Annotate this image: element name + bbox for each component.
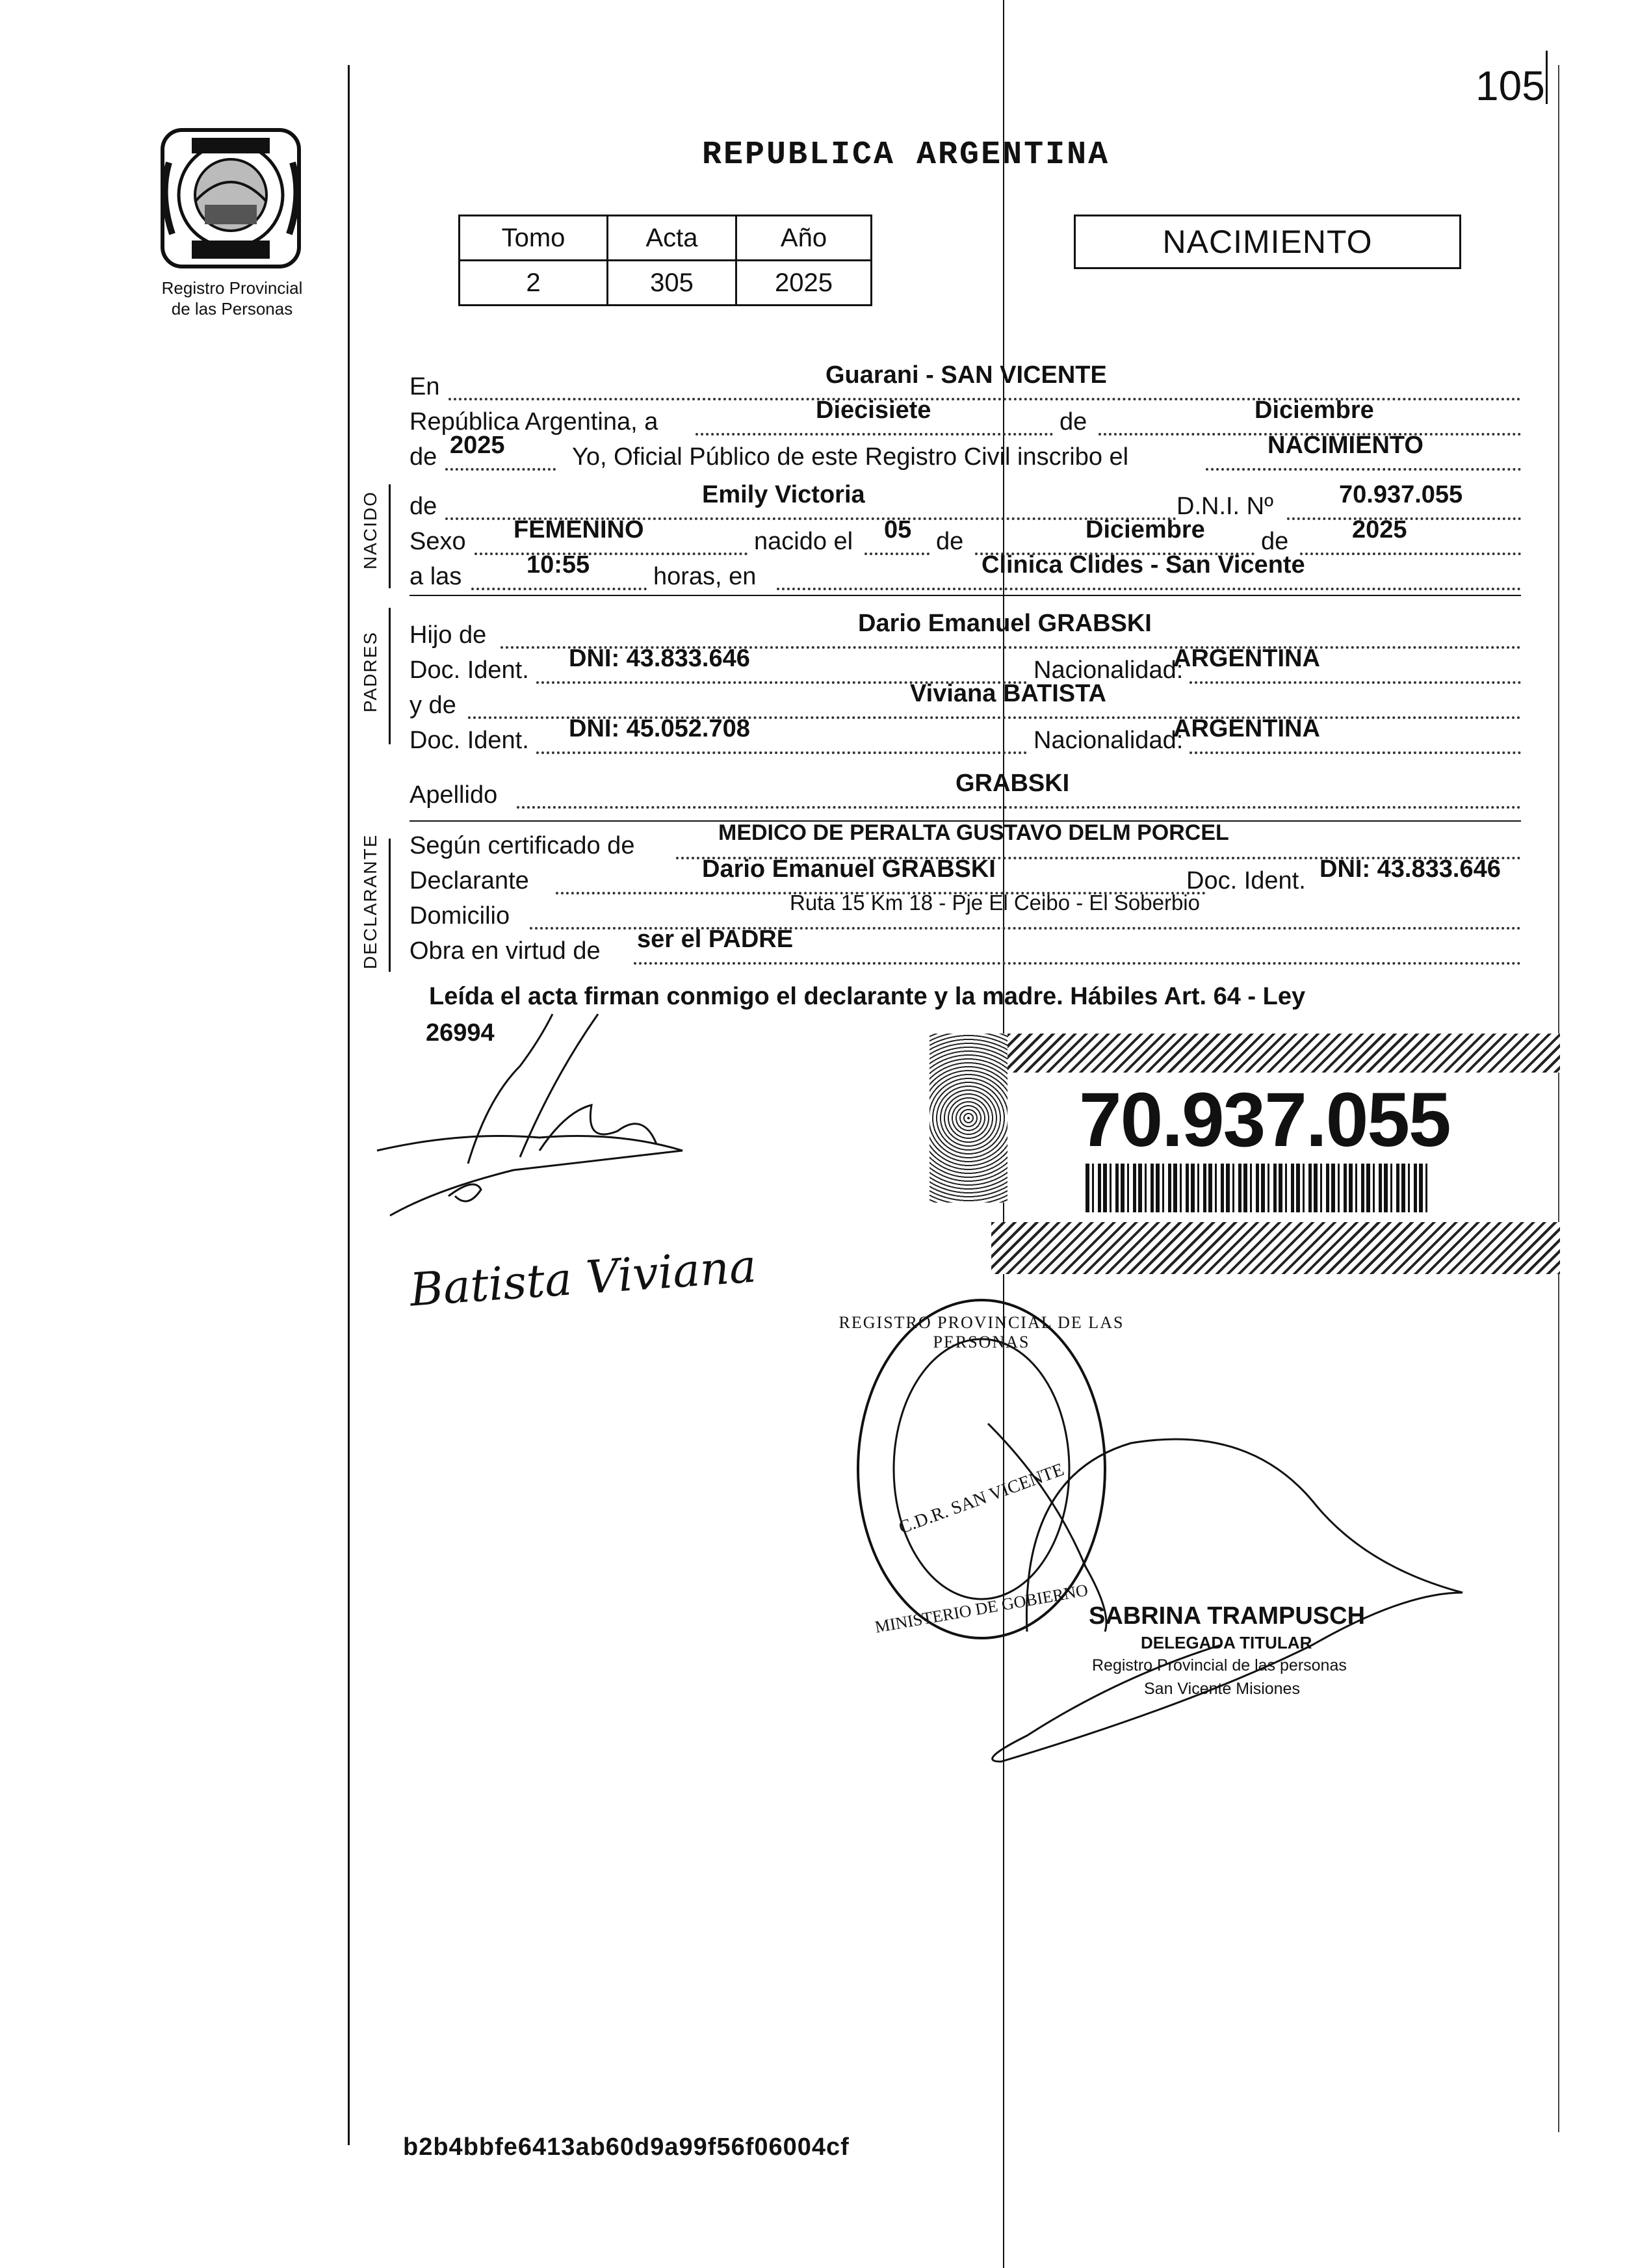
declarante-bar	[389, 839, 391, 972]
header-tomo: Tomo	[460, 216, 608, 261]
padres-bar	[389, 608, 391, 744]
label-declarante: Declarante	[410, 867, 529, 894]
header-anio: Año	[736, 216, 872, 261]
value-obra: ser el PADRE	[637, 926, 794, 953]
label-sexo: Sexo	[410, 528, 466, 555]
value-declarante-doc: DNI: 43.833.646	[1320, 855, 1501, 883]
value-hora: 10:55	[526, 551, 590, 579]
label-doc-madre: Doc. Ident.	[410, 727, 529, 754]
section-nacido: NACIDO	[360, 491, 380, 569]
row-apellido	[410, 770, 1521, 811]
row-madre-doc	[410, 715, 1521, 757]
label-de-mes: de	[936, 528, 964, 555]
stamp-bottom-text: MINISTERIO DE GOBIERNO	[873, 1580, 1090, 1637]
province-logo	[156, 124, 306, 273]
label-apellido: Apellido	[410, 781, 498, 809]
value-domicilio: Ruta 15 Km 18 - Pje El Ceibo - El Soberbio	[790, 891, 1200, 915]
row-hora	[410, 551, 1521, 593]
value-dia: Diecisiete	[816, 397, 931, 424]
father-signature	[370, 1001, 722, 1242]
section-padres: PADRES	[360, 631, 380, 712]
label-yo: Yo, Oficial Público de este Registro Civil inscribo el	[572, 443, 1129, 471]
value-nombre: Emily Victoria	[702, 481, 865, 508]
value-madre: Viviana BATISTA	[910, 680, 1106, 707]
province-seal-icon	[156, 124, 306, 273]
officer-title: DELEGADA TITULAR	[1141, 1633, 1312, 1652]
label-nac-padre: Nacionalidad:	[1034, 657, 1184, 684]
dni-sticker	[930, 1034, 1560, 1281]
label-en: En	[410, 373, 440, 400]
row-inscripcion	[410, 432, 1521, 473]
stamp-inner-text: C.D.R. SAN VICENTE	[896, 1459, 1067, 1538]
label-horas-en: horas, en	[653, 563, 757, 590]
value-tomo: 2	[460, 261, 608, 306]
label-a-las: a las	[410, 563, 462, 590]
label-de-nombre: de	[410, 493, 437, 520]
label-hijo-de: Hijo de	[410, 621, 487, 649]
closing-text-2: 26994	[426, 1019, 495, 1047]
value-dni: 70.937.055	[1339, 481, 1463, 508]
label-doc-declarante: Doc. Ident.	[1186, 867, 1306, 894]
label-y-de: y de	[410, 692, 456, 719]
row-domicilio	[410, 891, 1521, 932]
value-madre-nac: ARGENTINA	[1173, 715, 1320, 742]
page-number-mark	[1546, 51, 1548, 104]
value-dia-nac: 05	[884, 516, 912, 543]
document-hash: b2b4bbfe6413ab60d9a99f56f06004cf	[403, 2133, 850, 2161]
value-madre-doc: DNI: 45.052.708	[569, 715, 750, 742]
officer-org: Registro Provincial de las personas	[1092, 1656, 1347, 1675]
officer-signature-icon	[949, 1398, 1508, 1801]
value-anio: 2025	[736, 261, 872, 306]
value-lugar: Guarani - SAN VICENTE	[826, 361, 1107, 389]
logo-caption-2: de las Personas	[171, 299, 293, 319]
stamp-ring-text: REGISTRO PROVINCIAL DE LAS PERSONAS	[838, 1313, 1124, 1351]
divider-nacido	[410, 595, 1521, 596]
label-certificado: Según certificado de	[410, 832, 635, 859]
value-padre-nac: ARGENTINA	[1173, 645, 1320, 672]
label-de-anio: de	[1261, 528, 1289, 555]
label-republica: República Argentina, a	[410, 408, 658, 436]
label-nacido-el: nacido el	[754, 528, 853, 555]
value-padre-doc: DNI: 43.833.646	[569, 645, 750, 672]
value-sexo: FEMENINO	[514, 516, 644, 543]
row-obra	[410, 926, 1521, 967]
sticker-guilloche	[930, 1034, 1008, 1203]
value-certificado: MEDICO DE PERALTA GUSTAVO DELM PORCEL	[718, 820, 1229, 845]
value-declarante: Dario Emanuel GRABSKI	[702, 855, 996, 883]
left-margin-line	[348, 65, 350, 2145]
value-tipo: NACIMIENTO	[1268, 432, 1424, 459]
record-type-box: NACIMIENTO	[1074, 215, 1461, 269]
officer-place: San Vicente Misiones	[1144, 1680, 1300, 1698]
mother-signature: Batista Viviana	[408, 1239, 759, 1317]
value-mes: Diciembre	[1254, 397, 1374, 424]
label-obra: Obra en virtud de	[410, 937, 601, 965]
header-acta: Acta	[608, 216, 736, 261]
sticker-barcode	[1086, 1164, 1430, 1212]
value-apellido: GRABSKI	[956, 770, 1070, 797]
label-de-2: de	[410, 443, 437, 471]
father-signature-icon	[370, 1001, 722, 1242]
sticker-number: 70.937.055	[1079, 1077, 1450, 1163]
officer-name: SABRINA TRAMPUSCH	[1089, 1602, 1366, 1630]
page-number: 105	[1476, 62, 1545, 109]
value-padre: Dario Emanuel GRABSKI	[858, 610, 1152, 637]
sticker-strip-bottom	[991, 1222, 1560, 1274]
value-mes-nac: Diciembre	[1086, 516, 1205, 543]
label-de-1: de	[1060, 408, 1087, 436]
section-declarante: DECLARANTE	[360, 833, 380, 969]
page-title: REPUBLICA ARGENTINA	[702, 137, 1110, 174]
value-anio-nac: 2025	[1352, 516, 1407, 543]
nacido-bar	[389, 484, 391, 588]
label-doc-padre: Doc. Ident.	[410, 657, 529, 684]
value-anio-registro: 2025	[450, 432, 505, 459]
registry-table	[458, 215, 872, 306]
label-dni: D.N.I. Nº	[1176, 493, 1273, 520]
officer-signature	[949, 1398, 1508, 1801]
label-domicilio: Domicilio	[410, 902, 510, 930]
label-nac-madre: Nacionalidad:	[1034, 727, 1184, 754]
logo-caption-1: Registro Provincial	[161, 278, 303, 298]
sticker-strip-top	[1008, 1034, 1560, 1073]
value-acta: 305	[608, 261, 736, 306]
closing-text-1: Leída el acta firman conmigo el declarante y la madre. Hábiles Art. 64 - Ley	[429, 983, 1306, 1010]
value-lugar-nac: Clinica Clides - San Vicente	[982, 551, 1305, 579]
